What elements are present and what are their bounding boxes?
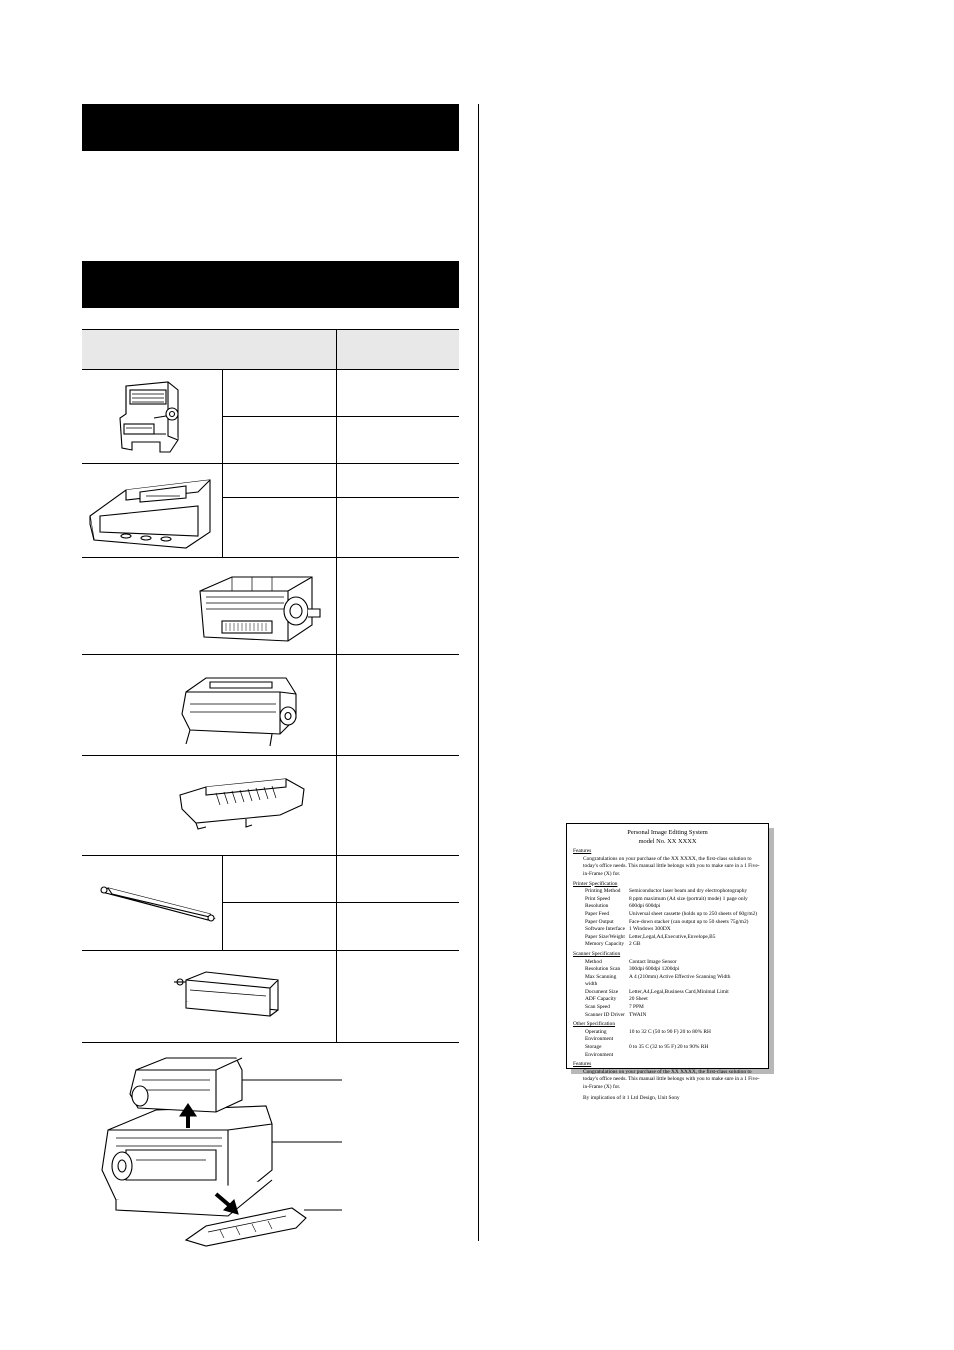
column-separator [478,104,479,1241]
row-divider [82,557,459,558]
developer-unit-icon [176,670,306,748]
sheet-footer: By implication of it 1 Ltd Design, Unit Sony [583,1094,680,1101]
spec-row: Scanner ID Driver TWAIN [585,1011,647,1018]
row-divider [222,416,459,417]
spec-row: Printing Method Semiconductor laser beam and dry electrophotography [585,888,748,895]
spec-row: Paper Size/Weight Letter,Legal,A4,Executive,Envelope,B5 [585,933,716,940]
column-divider [222,369,223,557]
row-divider [222,902,459,903]
spec-row: Document Size Letter,A4,Legal,Business Card,Minimal Limit [585,988,729,995]
sheet-paragraph: Congratulations on your purchase of the XX XXXX, the first-class solution to today's office needs. This manual little belongs with you to make sure in a 1 Five-in-Frame (X) for. [583,855,760,877]
transfer-unit-icon [176,775,310,833]
printer-assembly-illustration [96,1050,356,1250]
spec-row: Software Interface 1 Windows 300DX [585,926,671,933]
cleaning-unit-icon [170,960,290,1020]
spec-row: Resolution Scan 300dpi 600dpi 1200dpi [585,966,680,973]
transfer-roller-icon [98,880,218,926]
row-divider [82,755,459,756]
spec-row: Operating Environment 10 to 32 C (50 to 90 F) 20 to 80% RH [585,1028,711,1043]
spec-row: Scan Speed 7 PPM [585,1004,644,1011]
row-divider [82,369,459,370]
spec-row: Memory Capacity 2 GB [585,941,641,948]
spec-row: Paper Output Face-down stacker (can output up to 50 sheets 75g/m2) [585,918,749,925]
sheet-heading: Features [573,1061,592,1068]
sheet-heading: Printer Specification [573,880,618,887]
sheet-heading: Scanner Specification [573,950,621,957]
sheet-model: model No. XX XXXX [638,837,697,845]
row-divider [82,1042,459,1043]
row-divider [82,463,459,464]
table-header [82,329,459,370]
fuser-unit-icon [192,573,326,645]
row-divider [82,950,459,951]
toner-cartridge-icon [112,378,192,458]
spec-row: Storage Environment 0 to 35 C (32 to 95 F) 20 to 90% RH [585,1044,709,1058]
table-header-divider [336,329,337,369]
sheet-heading: Features [573,848,592,855]
spec-row: Method Contact Image Sensor [585,958,677,965]
spec-row: ADF Capacity 20 Sheet [585,996,648,1003]
photoconductor-unit-icon [86,470,216,552]
sheet-paragraph: Congratulations on your purchase of the XX XXXX, the first-class solution to today's office needs. This manual little belongs with you to make sure in a 1 Five-in-Frame (X) for. [583,1068,760,1090]
sheet-heading: Other Specification [573,1021,616,1028]
row-divider [82,855,459,856]
sample-print-sheet [566,823,769,1101]
row-divider [82,654,459,655]
spec-row: Print Speed 8 ppm maximum (A4 size (portrait) mode) 1 page only [585,895,748,902]
sheet-title: Personal Image Editing System [627,829,708,836]
spec-row: Paper Feed Universal sheet cassette (holds up to 250 sheets of 60g/m2) [585,910,758,917]
section-heading-bar-2 [82,261,459,308]
spec-row: Resolution 600dpi 600dpi [585,903,661,910]
row-divider [222,497,459,498]
spec-row: Max Scanning width A 4 (210mm) Active Effective Scanning Width [585,973,731,988]
column-divider [222,855,223,950]
section-heading-bar-1 [82,104,459,151]
column-divider [336,369,337,1042]
